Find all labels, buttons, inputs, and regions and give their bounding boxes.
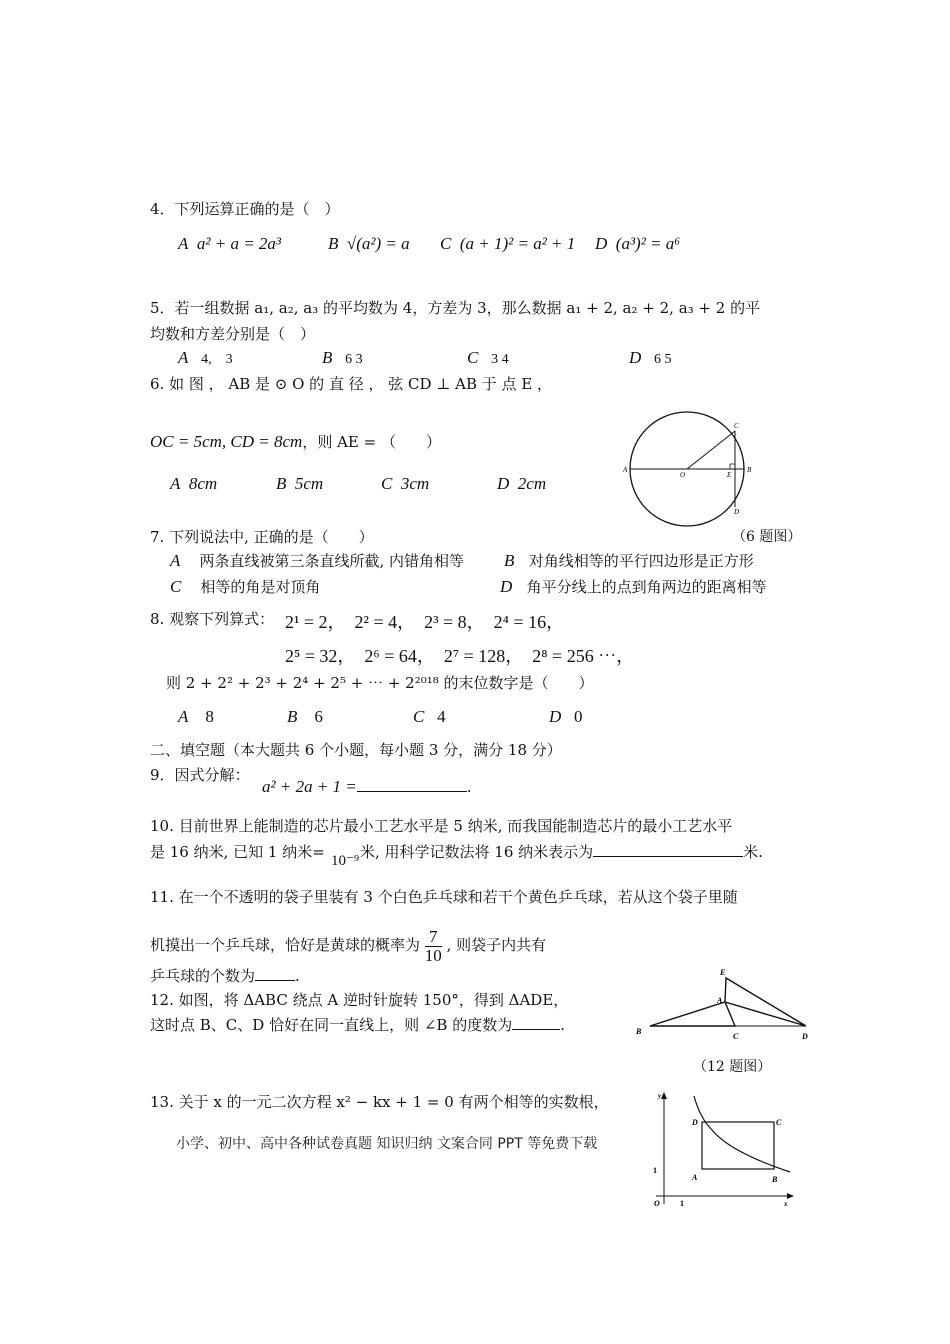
q11-line2: 机摸出一个乒乓球，恰好是黄球的概率为 $\frac{7}{10}$ , 则袋子内共有 (150, 926, 547, 965)
q9-stem: 9．因式分解： (150, 766, 250, 784)
q10-exponent: 10⁻⁹ (331, 853, 360, 869)
q5-option-d: D 6 5 (629, 348, 672, 367)
q7-option-d: D 角平分线上的点到角两边的距离相等 (500, 577, 767, 596)
q11-probability-fraction: $\frac{7}{10}$ (424, 926, 442, 965)
q12-answer-blank (512, 1015, 560, 1030)
q8-option-c: C 4 (413, 707, 446, 726)
q6-option-b: B 5cm (276, 474, 324, 493)
q7-stem: 7. 下列说法中, 正确的是（ ） (150, 528, 374, 546)
q5-option-c: C 3 4 (467, 348, 509, 367)
hyperbola-curve (694, 1096, 790, 1172)
label-y: y (658, 1092, 662, 1100)
label-d: D (802, 1032, 808, 1041)
q6-option-d: D 2cm (497, 474, 547, 493)
q13-line1: 13. 关于 x 的一元二次方程 x² − kx + 1 = 0 有两个相等的实数根， (150, 1093, 609, 1111)
label-c: C (734, 422, 739, 430)
q6-figure-caption: （6 题图） (732, 529, 802, 545)
label-a: A (717, 996, 723, 1005)
q6-stem-line2: OC = 5cm, CD = 8cm，则 AE = （ ） (150, 432, 441, 451)
label-e: E (727, 471, 732, 479)
q9-expression: a² + 2a + 1 = . (262, 777, 472, 796)
x-axis-arrow (787, 1193, 794, 1199)
label-a: A (623, 466, 628, 474)
y-axis-arrow (661, 1092, 667, 1099)
q9-answer-blank (357, 777, 467, 792)
q10-answer-blank (593, 842, 743, 857)
label-b: B (772, 1175, 778, 1184)
q5-stem-line2: 均数和方差分别是（ ） (150, 325, 316, 343)
q8-stem: 8. 观察下列算式： (150, 610, 275, 628)
q8-option-b: B 6 (287, 707, 323, 726)
q4-option-c: C (a + 1)² = a² + 1 (440, 234, 576, 253)
triangle-ade (725, 978, 806, 1026)
q10-line2: 是 16 纳米, 已知 1 纳米= (150, 843, 325, 861)
q8-option-a: A 8 (178, 707, 214, 726)
label-one-x: 1 (680, 1199, 684, 1208)
q4-option-b: B √(a²) = a (328, 234, 410, 253)
q11-line3: 乒乓球的个数为 . (150, 967, 300, 985)
footer-download-notice: 小学、初中、高中各种试卷真题 知识归纳 文案合同 PPT 等免费下载 (176, 1136, 598, 1152)
q6-option-c: C 3cm (381, 474, 430, 493)
q10-line1: 10. 目前世界上能制造的芯片最小工艺水平是 5 纳米, 而我国能制造芯片的最小工艺水平 (150, 817, 733, 835)
label-c: C (776, 1118, 782, 1127)
q12-triangle-figure (630, 962, 815, 1044)
q12-line1: 12. 如图，将 ΔABC 绕点 A 逆时针旋转 150°，得到 ΔADE， (150, 991, 569, 1009)
section-2-heading: 二、填空题（本大题共 6 个小题，每小题 3 分，满分 18 分） (150, 741, 562, 759)
q7-option-b: B 对角线相等的平行四边形是正方形 (504, 551, 754, 570)
q8-row3: 则 2 + 2² + 2³ + 2⁴ + 2⁵ + ⋯ + 2²⁰¹⁸ 的末位数字是（ ） (166, 674, 594, 692)
q12-line2: 这时点 B、C、D 恰好在同一直线上，则 ∠B 的度数为 . (150, 1016, 565, 1034)
label-e: E (720, 968, 726, 977)
q10-line2-tail: 米, 用科学记数法将 16 纳米表示为 米. (360, 843, 763, 861)
label-b: B (636, 1027, 642, 1036)
q4-option-d: D (a³)² = a⁶ (595, 234, 681, 253)
label-d: D (692, 1118, 698, 1127)
label-x: x (784, 1200, 788, 1208)
q4-option-a: A a² + a = 2a³ (178, 234, 282, 253)
q8-option-d: D 0 (549, 707, 583, 726)
label-origin: O (654, 1199, 660, 1208)
label-c: C (733, 1032, 739, 1041)
label-o: O (680, 471, 686, 479)
triangle-abc (650, 1002, 735, 1026)
label-a: A (692, 1173, 698, 1182)
q6-stem-line1: 6. 如 图 ， AB 是 ⊙ O 的 直 径 ， 弦 CD ⊥ AB 于 点 E ， (150, 375, 553, 393)
q5-option-b: B 6 3 (322, 348, 363, 367)
q7-option-a: A 两条直线被第三条直线所截, 内错角相等 (170, 551, 465, 570)
q8-row1: 2¹ = 2， 2² = 4， 2³ = 8， 2⁴ = 16， (285, 612, 565, 632)
q8-row2: 2⁵ = 32， 2⁶ = 64， 2⁷ = 128， 2⁸ = 256 ⋯， (285, 646, 635, 666)
q5-stem-line1: 5．若一组数据 a₁, a₂, a₃ 的平均数为 4，方差为 3，那么数据 a₁ + 2, a₂ + 2, a₃ + 2 的平 (150, 299, 761, 317)
q13-graph-figure (650, 1090, 798, 1212)
q11-line1: 11. 在一个不透明的袋子里装有 3 个白色乒乓球和若干个黄色乒乓球，若从这个袋子里随 (150, 888, 738, 906)
q4-stem: 4．下列运算正确的是（ ） (150, 200, 340, 218)
right-angle-mark (730, 464, 735, 469)
q7-option-c: C 相等的角是对顶角 (170, 577, 321, 596)
q5-option-a: A 4, 3 (178, 348, 233, 367)
q6-circle-figure (615, 410, 765, 530)
label-one-y: 1 (653, 1166, 657, 1175)
label-d: D (734, 508, 740, 516)
q12-figure-caption: （12 题图） (693, 1059, 772, 1075)
q6-option-a: A 8cm (170, 474, 218, 493)
radius-oc (687, 431, 735, 469)
q11-answer-blank (255, 966, 295, 981)
label-b: B (747, 466, 752, 474)
